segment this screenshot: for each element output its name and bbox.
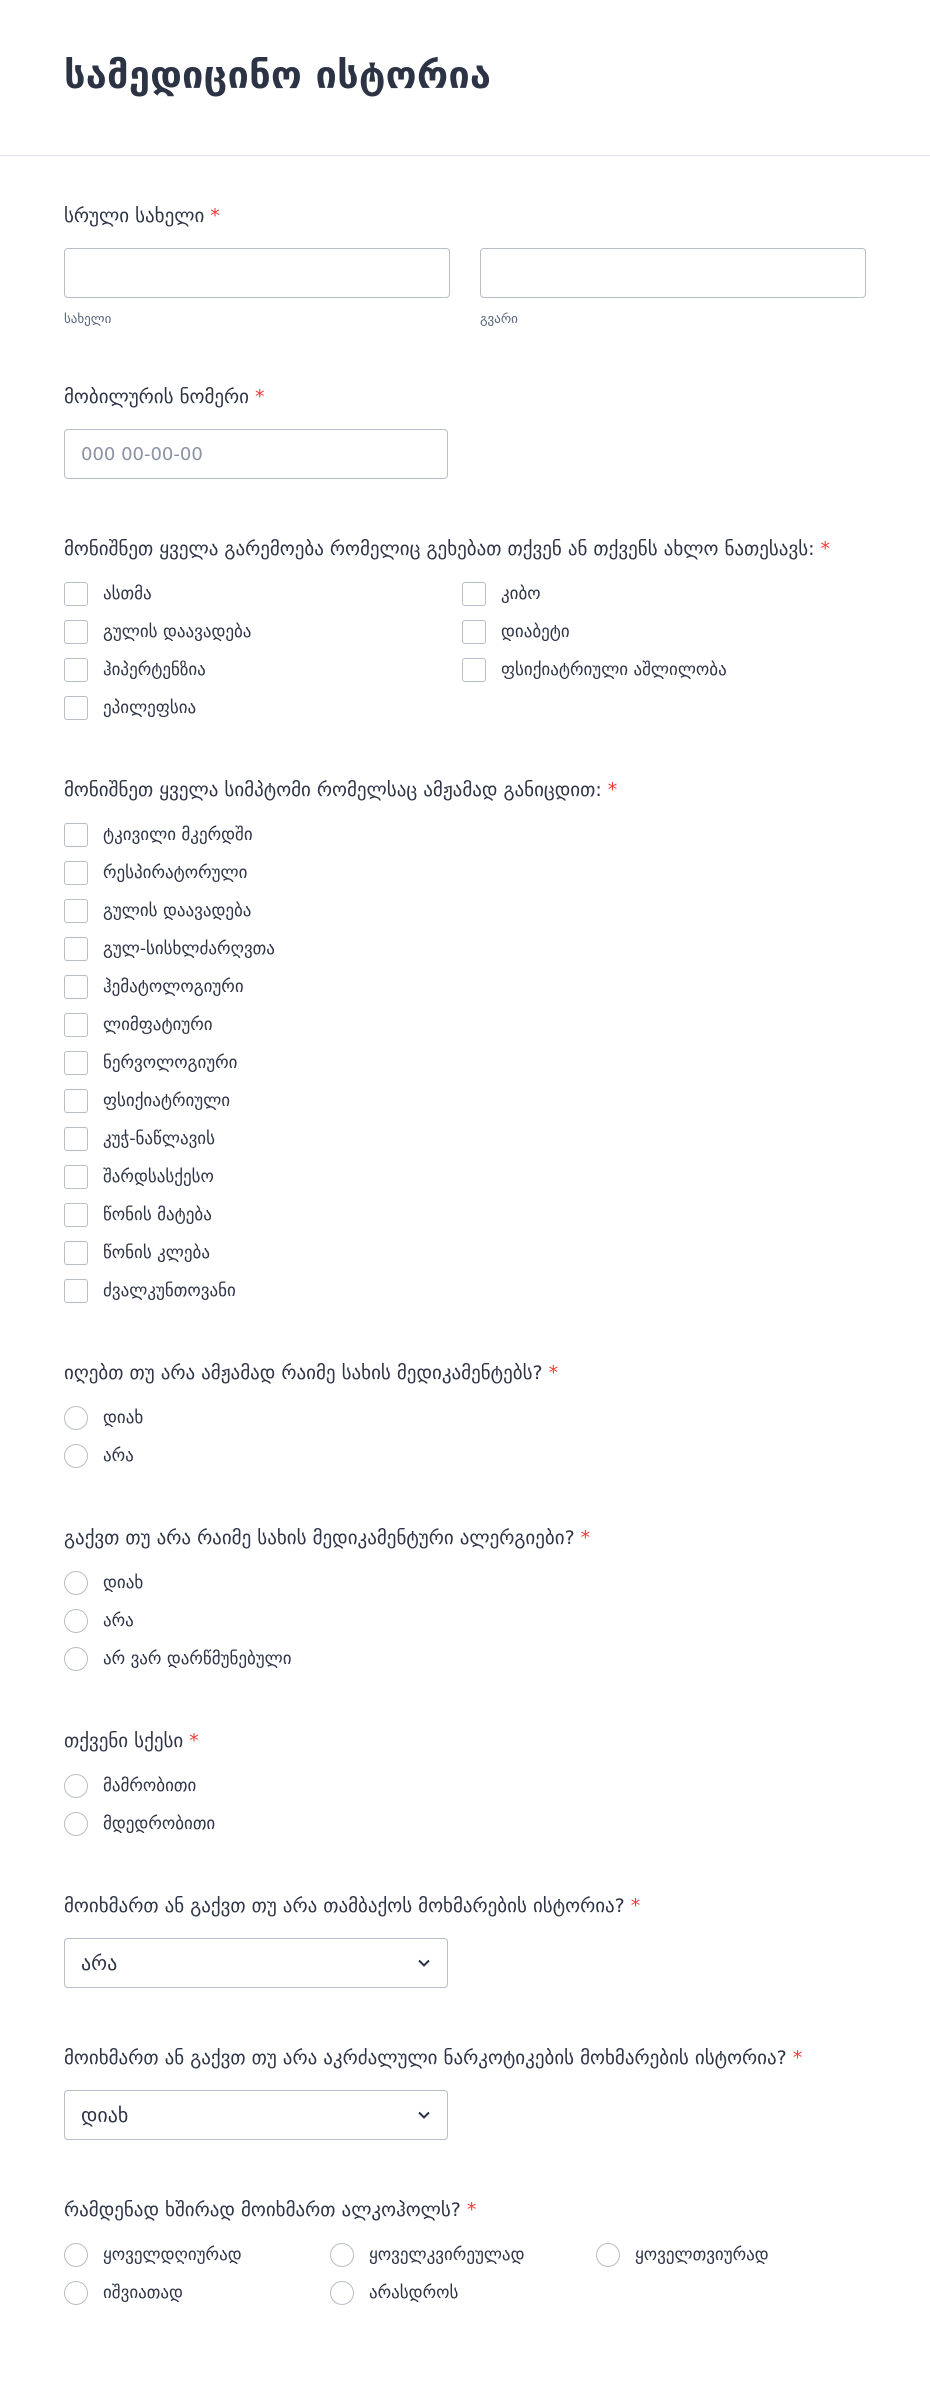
checkbox[interactable] — [64, 1241, 88, 1265]
full-name-question — [64, 204, 866, 327]
checkbox[interactable] — [64, 658, 88, 682]
alcohol-options — [64, 2242, 866, 2305]
last-name-input[interactable] — [480, 248, 866, 298]
gender-question — [64, 1729, 866, 1836]
checkbox[interactable] — [64, 1089, 88, 1113]
required-mark: * — [580, 1527, 591, 1549]
symptoms-label: მონიშნეთ ყველა სიმპტომი რომელსაც ამჟამად განიცდით: * — [64, 779, 618, 801]
required-mark: * — [255, 386, 265, 408]
form-body — [0, 156, 930, 2305]
tobacco-label: მოიხმართ ან გაქვთ თუ არა თამბაქოს მოხმარების ისტორია? * — [64, 1895, 641, 1917]
symptom-option[interactable]: ჰემატოლოგიური — [64, 974, 866, 999]
symptom-option[interactable]: ნერვოლოგიური — [64, 1050, 866, 1075]
condition-option[interactable]: დიაბეტი — [462, 619, 860, 644]
condition-option[interactable]: ფსიქიატრიული აშლილობა — [462, 657, 860, 682]
alcohol-option[interactable]: იშვიათად — [64, 2280, 330, 2305]
required-mark: * — [466, 2199, 477, 2221]
radio[interactable] — [596, 2243, 620, 2267]
drugs-selected-value: დიახ — [81, 2103, 129, 2127]
symptom-option[interactable]: გულის დაავადება — [64, 898, 866, 923]
required-mark: * — [210, 205, 220, 227]
alcohol-option[interactable]: არასდროს — [330, 2280, 596, 2305]
phone-input[interactable] — [64, 429, 448, 479]
symptom-option[interactable]: გულ-სისხლძარღვთა — [64, 936, 866, 961]
gender-option[interactable]: მამრობითი — [64, 1773, 866, 1798]
radio[interactable] — [64, 1812, 88, 1836]
required-mark: * — [607, 779, 618, 801]
checkbox[interactable] — [64, 823, 88, 847]
medications-label: იღებთ თუ არა ამჟამად რაიმე სახის მედიკამენტებს? * — [64, 1362, 559, 1384]
radio[interactable] — [64, 1774, 88, 1798]
symptom-option[interactable]: კუჭ-ნაწლავის — [64, 1126, 866, 1151]
allergies-option[interactable]: არ ვარ დარწმუნებული — [64, 1646, 866, 1671]
radio[interactable] — [64, 1609, 88, 1633]
checkbox[interactable] — [462, 658, 486, 682]
last-name-sublabel: გვარი — [480, 312, 518, 327]
tobacco-selected-value: არა — [81, 1951, 118, 1975]
first-name-input[interactable] — [64, 248, 450, 298]
required-mark: * — [820, 538, 831, 560]
checkbox[interactable] — [64, 1165, 88, 1189]
radio[interactable] — [330, 2243, 354, 2267]
alcohol-option[interactable]: ყოველთვიურად — [596, 2242, 862, 2267]
phone-placeholder: 000 00-00-00 — [81, 443, 203, 465]
checkbox[interactable] — [462, 582, 486, 606]
form-header — [0, 0, 930, 156]
alcohol-label: რამდენად ხშირად მოიხმართ ალკოჰოლს? * — [64, 2199, 477, 2221]
drugs-label: მოიხმართ ან გაქვთ თუ არა აკრძალული ნარკოტიკების მოხმარების ისტორია? * — [64, 2047, 803, 2069]
radio[interactable] — [330, 2281, 354, 2305]
radio[interactable] — [64, 1444, 88, 1468]
tobacco-select[interactable] — [64, 1938, 448, 1988]
allergies-option[interactable]: არა — [64, 1608, 866, 1633]
checkbox[interactable] — [64, 899, 88, 923]
drugs-select[interactable] — [64, 2090, 448, 2140]
phone-question — [64, 385, 866, 479]
allergies-option[interactable]: დიახ — [64, 1570, 866, 1595]
tobacco-question — [64, 1894, 866, 1988]
allergies-options — [64, 1570, 866, 1671]
symptom-option[interactable]: წონის კლება — [64, 1240, 866, 1265]
required-mark: * — [548, 1362, 559, 1384]
checkbox[interactable] — [64, 1127, 88, 1151]
checkbox[interactable] — [64, 975, 88, 999]
required-mark: * — [630, 1895, 641, 1917]
checkbox[interactable] — [64, 1013, 88, 1037]
chevron-down-icon — [417, 1958, 431, 1968]
required-mark: * — [792, 2047, 803, 2069]
symptom-option[interactable]: რესპირატორული — [64, 860, 866, 885]
radio[interactable] — [64, 2281, 88, 2305]
checkbox[interactable] — [64, 582, 88, 606]
drugs-question — [64, 2046, 866, 2140]
checkbox[interactable] — [64, 937, 88, 961]
checkbox[interactable] — [64, 620, 88, 644]
gender-option[interactable]: მდედრობითი — [64, 1811, 866, 1836]
gender-label: თქვენი სქესი * — [64, 1730, 199, 1752]
condition-option[interactable]: ჰიპერტენზია — [64, 657, 462, 682]
radio[interactable] — [64, 1647, 88, 1671]
allergies-label: გაქვთ თუ არა რაიმე სახის მედიკამენტური ალერგიები? * — [64, 1527, 591, 1549]
medications-question — [64, 1361, 866, 1468]
gender-options — [64, 1773, 866, 1836]
chevron-down-icon — [417, 2110, 431, 2120]
symptom-option[interactable]: ლიმფატიური — [64, 1012, 866, 1037]
checkbox[interactable] — [64, 1203, 88, 1227]
medications-option[interactable]: დიახ — [64, 1405, 866, 1430]
checkbox[interactable] — [64, 1051, 88, 1075]
alcohol-option[interactable]: ყოველკვირეულად — [330, 2242, 596, 2267]
condition-option[interactable]: ასთმა — [64, 581, 462, 606]
page-title: სამედიცინო ისტორია — [64, 52, 492, 97]
first-name-sublabel: სახელი — [64, 312, 112, 327]
phone-label: მობილურის ნომერი * — [64, 386, 265, 408]
medications-options — [64, 1405, 866, 1468]
alcohol-question — [64, 2198, 866, 2305]
conditions-options — [64, 581, 866, 720]
radio[interactable] — [64, 1406, 88, 1430]
symptom-option[interactable]: შარდსასქესო — [64, 1164, 866, 1189]
checkbox[interactable] — [64, 1279, 88, 1303]
conditions-label: მონიშნეთ ყველა გარემოება რომელიც გეხებათ თქვენ ან თქვენს ახლო ნათესავს: * — [64, 538, 831, 560]
symptom-option[interactable]: წონის მატება — [64, 1202, 866, 1227]
checkbox[interactable] — [64, 696, 88, 720]
conditions-question — [64, 537, 866, 720]
symptom-option[interactable]: ტკივილი მკერდში — [64, 822, 866, 847]
medications-option[interactable]: არა — [64, 1443, 866, 1468]
allergies-question — [64, 1526, 866, 1671]
condition-option[interactable]: კიბო — [462, 581, 860, 606]
checkbox[interactable] — [64, 861, 88, 885]
symptom-option[interactable]: ძვალკუნთოვანი — [64, 1278, 866, 1303]
radio[interactable] — [64, 1571, 88, 1595]
symptoms-options — [64, 822, 866, 1303]
full-name-label: სრული სახელი * — [64, 205, 220, 227]
radio[interactable] — [64, 2243, 88, 2267]
alcohol-option[interactable]: ყოველდღიურად — [64, 2242, 330, 2267]
condition-option[interactable]: გულის დაავადება — [64, 619, 462, 644]
symptoms-question — [64, 778, 866, 1303]
symptom-option[interactable]: ფსიქიატრიული — [64, 1088, 866, 1113]
required-mark: * — [189, 1730, 199, 1752]
checkbox[interactable] — [462, 620, 486, 644]
condition-option[interactable]: ეპილეფსია — [64, 695, 462, 720]
